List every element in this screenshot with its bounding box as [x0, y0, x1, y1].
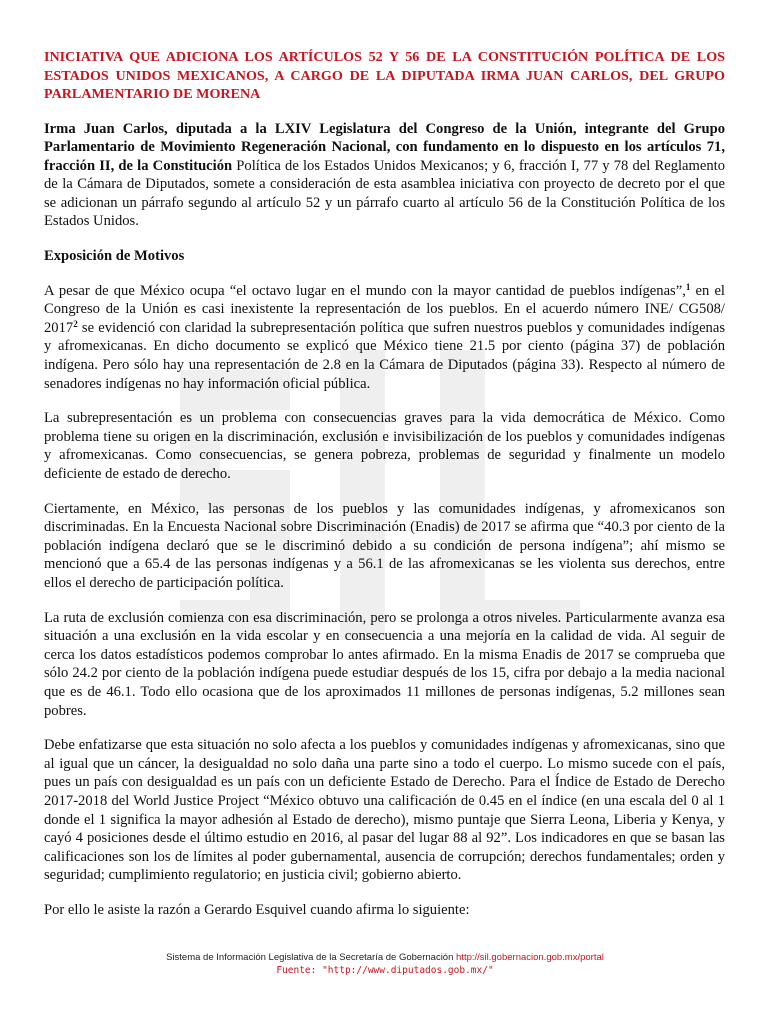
- paragraph-1-part-c: se evidenció con claridad la subrepresentación política que sufren nuestros pueblos y comunidades indígenas y afromexicanas. En dicho documento se explicó que México tiene 21.5 por ciento (página 37) de población indígena. Pero sólo hay una representación de 2.8 en la Cámara de Diputados (página 33). Respecto al número de senadores indígenas no hay información oficial pública.: [44, 319, 725, 392]
- intro-bold-text: Irma Juan Carlos, diputada a la LXIV Legislatura del Congreso de la Unión, integrante del Grupo Parlamentario de Movimiento Regeneración Nacional, con fundamento en lo dispuesto en los artículos 71, fracción II, de la Constitución: [44, 120, 725, 174]
- footer-source-text: Sistema de Información Legislativa de la Secretaría de Gobernación: [166, 952, 457, 963]
- paragraph-4: La ruta de exclusión comienza con esa discriminación, pero se prolonga a otros niveles. Particularmente avanza esa situación a una exclusión en la vida escolar y en consecuencia a una mejoría en la calidad de vida. Al seguir de cerca los datos estadísticos podemos comprobar lo antes afirmado. En la misma Enadis de 2017 se comprueba que sólo 24.2 por ciento de la población indígena puede estudiar después de los 15, cifra por debajo a la media nacional que es de 46.1. Todo ello ocasiona que de los aproximados 11 millones de personas indígenas, 5.2 millones sean pobres.: [44, 609, 725, 719]
- intro-paragraph: [44, 120, 725, 232]
- footer-line-2[interactable]: Fuente: "http://www.diputados.gob.mx/": [276, 965, 494, 976]
- paragraph-3: Ciertamente, en México, las personas de los pueblos y las comunidades indígenas, y afromexicanos son discriminadas. En la Encuesta Nacional sobre Discriminación (Enadis) de 2017 se afirma que “40.3 por ciento de la población indígena declaró que se le discriminó debido a su condición de persona indígena”; ahí mismo se mencionó que a 65.4 de las personas indígenas y a 56.1 de las afromexicanas se les violenta sus derechos, entre ellos el derecho de participación política.: [44, 500, 725, 591]
- footer-line-1: [0, 951, 770, 964]
- section-heading: Exposición de Motivos: [44, 248, 185, 265]
- paragraph-1-part-b: en el Congreso de la Unión es casi inexistente la representación de los pueblos. En el acuerdo número INE/ CG508/ 2017: [44, 282, 725, 336]
- document-title: INICIATIVA QUE ADICIONA LOS ARTÍCULOS 52 Y 56 DE LA CONSTITUCIÓN POLÍTICA DE LOS ESTADOS UNIDOS MEXICANOS, A CARGO DE LA DIPUTADA IRMA JUAN CARLOS, DEL GRUPO PARLAMENTARIO DE MORENA: [44, 49, 725, 102]
- footnote-ref-2[interactable]: 2: [73, 318, 78, 329]
- page-footer: [0, 951, 770, 977]
- paragraph-1-part-a: A pesar de que México ocupa “el octavo lugar en el mundo con la mayor cantidad de pueblos indígenas”,: [44, 282, 686, 299]
- footer-portal-link[interactable]: http://sil.gobernacion.gob.mx/portal: [456, 952, 604, 963]
- paragraph-1: [44, 282, 725, 394]
- paragraph-2: La subrepresentación es un problema con consecuencias graves para la vida democrática de México. Como problema tiene su origen en la discriminación, exclusión e invisibilización de los pueblos y comunidades indígenas y afromexicanas. Como consecuencias, se genera pobreza, problemas de seguridad y finalmente un modelo deficiente de estado de derecho.: [44, 410, 725, 482]
- paragraph-5: Debe enfatizarse que esta situación no solo afecta a los pueblos y comunidades indígenas y afromexicanas, sino que al igual que un cáncer, la desigualdad no solo daña una parte sino a todo el cuerpo. Lo mismo sucede con el país, pues un país con desigualdad es un país con un deficiente Estado de Derecho. Para el Índice de Estado de Derecho 2017-2018 del World Justice Project “México obtuvo una calificación de 0.45 en el índice (en una escala del 0 al 1 donde el 1 significa la mayor adhesión al Estado de derecho), mismo puntaje que Sierra Leona, Liberia y Kenya, y cayó 4 posiciones desde el último estudio en 2016, al pasar del lugar 88 al 92”. Los indicadores en que se basan las calificaciones son los de límites al poder gubernamental, ausencia de corrupción; derechos fundamentales; orden y seguridad; cumplimiento regulatorio; en justicia civil; gobierno abierto.: [44, 737, 725, 884]
- footnote-ref-1[interactable]: 1: [685, 281, 691, 292]
- intro-rest-text: Política de los Estados Unidos Mexicanos; y 6, fracción I, 77 y 78 del Reglamento de la Cámara de Diputados, somete a consideración de esta asamblea iniciativa con proyecto de decreto por el que se adicionan un párrafo segundo al artículo 52 y un párrafo cuarto al artículo 56 de la Constitución Política de los Estados Unidos.: [44, 157, 725, 230]
- document-page: [44, 48, 725, 935]
- paragraph-6: Por ello le asiste la razón a Gerardo Esquivel cuando afirma lo siguiente:: [44, 901, 470, 918]
